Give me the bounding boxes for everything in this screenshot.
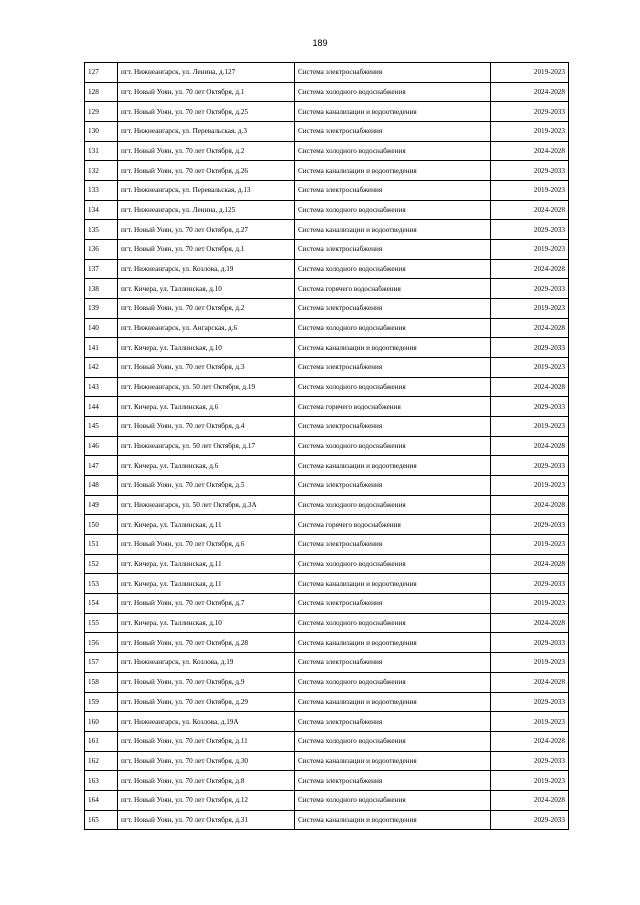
row-address: пгт. Новый Уоян, ул. 70 лет Октября, д.7 [118,594,295,614]
row-system: Система канализации и водоотведения [295,810,491,830]
row-period: 2024-2028 [491,318,569,338]
row-number: 146 [85,436,118,456]
row-system: Система канализации и водоотведения [295,338,491,358]
row-number: 158 [85,672,118,692]
row-system: Система канализации и водоотведения [295,633,491,653]
row-address: пгт. Новый Уоян, ул. 70 лет Октября, д.11 [118,731,295,751]
row-address: пгт. Кичера, ул. Таллинская, д.6 [118,456,295,476]
row-number: 142 [85,358,118,378]
table-row [85,181,569,201]
row-number: 151 [85,535,118,555]
row-address: пгт. Новый Уоян, ул. 70 лет Октября, д.25 [118,102,295,122]
row-period: 2024-2028 [491,436,569,456]
row-number: 130 [85,122,118,142]
row-period: 2019-2023 [491,712,569,732]
row-system: Система горячего водоснабжения [295,515,491,535]
row-system: Система электроснабжения [295,181,491,201]
row-system: Система электроснабжения [295,771,491,791]
row-period: 2024-2028 [491,731,569,751]
table-row [85,417,569,437]
row-period: 2019-2023 [491,653,569,673]
row-address: пгт. Нижнеангарск, ул. Ленина, д.125 [118,200,295,220]
row-period: 2029-2033 [491,810,569,830]
row-system: Система канализации и водоотведения [295,456,491,476]
table-row [85,672,569,692]
row-address: пгт. Новый Уоян, ул. 70 лет Октября, д.2 [118,299,295,319]
table-row [85,338,569,358]
table-row [85,299,569,319]
row-number: 165 [85,810,118,830]
row-period: 2029-2033 [491,515,569,535]
row-period: 2029-2033 [491,456,569,476]
row-system: Система холодного водоснабжения [295,613,491,633]
row-number: 145 [85,417,118,437]
row-system: Система электроснабжения [295,358,491,378]
row-period: 2024-2028 [491,672,569,692]
row-system: Система холодного водоснабжения [295,200,491,220]
table-row [85,456,569,476]
table-row [85,141,569,161]
table-row [85,515,569,535]
row-period: 2024-2028 [491,790,569,810]
row-period: 2024-2028 [491,613,569,633]
table-row [85,731,569,751]
row-period: 2029-2033 [491,574,569,594]
table-row [85,200,569,220]
table-row [85,633,569,653]
table-row [85,318,569,338]
row-period: 2019-2023 [491,535,569,555]
row-address: пгт. Нижнеангарск, ул. 50 лет Октября, д.17 [118,436,295,456]
page-number: 189 [312,38,328,48]
table-row [85,377,569,397]
table-row [85,476,569,496]
row-number: 129 [85,102,118,122]
registry-table-body [85,63,569,830]
row-period: 2024-2028 [491,200,569,220]
row-number: 138 [85,279,118,299]
table-row [85,436,569,456]
row-period: 2029-2033 [491,633,569,653]
row-address: пгт. Новый Уоян, ул. 70 лет Октября, д.31 [118,810,295,830]
row-address: пгт. Нижнеангарск, ул. Перевальская, д.13 [118,181,295,201]
row-number: 150 [85,515,118,535]
row-number: 141 [85,338,118,358]
row-period: 2029-2033 [491,102,569,122]
row-address: пгт. Нижнеангарск, ул. 50 лет Октября, д.19 [118,377,295,397]
row-period: 2019-2023 [491,299,569,319]
table-row [85,82,569,102]
row-system: Система электроснабжения [295,653,491,673]
row-number: 156 [85,633,118,653]
row-number: 131 [85,141,118,161]
table-row [85,122,569,142]
table-row [85,751,569,771]
row-period: 2024-2028 [491,259,569,279]
row-period: 2029-2033 [491,220,569,240]
row-system: Система электроснабжения [295,240,491,260]
row-address: пгт. Кичера, ул. Таллинская, д.11 [118,515,295,535]
row-system: Система холодного водоснабжения [295,672,491,692]
row-address: пгт. Новый Уоян, ул. 70 лет Октября, д.6 [118,535,295,555]
row-number: 164 [85,790,118,810]
row-number: 163 [85,771,118,791]
row-system: Система электроснабжения [295,535,491,555]
table-row [85,574,569,594]
row-number: 161 [85,731,118,751]
table-row [85,790,569,810]
row-address: пгт. Новый Уоян, ул. 70 лет Октября, д.28 [118,633,295,653]
row-address: пгт. Нижнеангарск, ул. Ленина, д.127 [118,63,295,83]
row-period: 2019-2023 [491,476,569,496]
row-system: Система холодного водоснабжения [295,731,491,751]
row-system: Система электроснабжения [295,122,491,142]
row-number: 139 [85,299,118,319]
row-period: 2029-2033 [491,692,569,712]
row-number: 135 [85,220,118,240]
row-period: 2029-2033 [491,338,569,358]
row-number: 157 [85,653,118,673]
row-number: 144 [85,397,118,417]
row-address: пгт. Нижнеангарск, ул. Козлова, д.19 [118,653,295,673]
row-address: пгт. Новый Уоян, ул. 70 лет Октября, д.1 [118,82,295,102]
row-number: 128 [85,82,118,102]
row-system: Система холодного водоснабжения [295,82,491,102]
row-period: 2029-2033 [491,161,569,181]
table-row [85,279,569,299]
registry-table [84,62,569,830]
row-system: Система холодного водоснабжения [295,259,491,279]
table-row [85,554,569,574]
row-address: пгт. Кичера, ул. Таллинская, д.6 [118,397,295,417]
row-system: Система электроснабжения [295,417,491,437]
table-row [85,240,569,260]
row-system: Система канализации и водоотведения [295,574,491,594]
row-number: 148 [85,476,118,496]
row-period: 2029-2033 [491,279,569,299]
row-system: Система холодного водоснабжения [295,554,491,574]
table-row [85,397,569,417]
row-period: 2019-2023 [491,63,569,83]
row-system: Система электроснабжения [295,594,491,614]
row-system: Система канализации и водоотведения [295,751,491,771]
row-address: пгт. Новый Уоян, ул. 70 лет Октября, д.26 [118,161,295,181]
row-system: Система горячего водоснабжения [295,397,491,417]
row-system: Система канализации и водоотведения [295,161,491,181]
table-row [85,771,569,791]
row-address: пгт. Кичера, ул. Таллинская, д.10 [118,613,295,633]
row-period: 2029-2033 [491,751,569,771]
row-address: пгт. Новый Уоян, ул. 70 лет Октября, д.4 [118,417,295,437]
row-system: Система электроснабжения [295,63,491,83]
row-number: 133 [85,181,118,201]
table-row [85,692,569,712]
row-number: 134 [85,200,118,220]
row-number: 153 [85,574,118,594]
row-system: Система холодного водоснабжения [295,141,491,161]
table-row [85,613,569,633]
row-number: 154 [85,594,118,614]
row-system: Система горячего водоснабжения [295,279,491,299]
row-system: Система электроснабжения [295,712,491,732]
row-address: пгт. Нижнеангарск, ул. Перевальская, д.3 [118,122,295,142]
row-system: Система электроснабжения [295,299,491,319]
table-row [85,63,569,83]
row-address: пгт. Нижнеангарск, ул. Ангарская, д.6 [118,318,295,338]
row-period: 2019-2023 [491,417,569,437]
row-address: пгт. Новый Уоян, ул. 70 лет Октября, д.30 [118,751,295,771]
row-address: пгт. Нижнеангарск, ул. Козлова, д.19А [118,712,295,732]
row-number: 162 [85,751,118,771]
table-row [85,259,569,279]
row-address: пгт. Кичера, ул. Таллинская, д.11 [118,554,295,574]
table-row [85,653,569,673]
row-system: Система канализации и водоотведения [295,102,491,122]
row-address: пгт. Кичера, ул. Таллинская, д.10 [118,338,295,358]
row-period: 2019-2023 [491,240,569,260]
row-address: пгт. Нижнеангарск, ул. Козлова, д.19 [118,259,295,279]
table-row [85,495,569,515]
table-row [85,102,569,122]
row-address: пгт. Новый Уоян, ул. 70 лет Октября, д.9 [118,672,295,692]
row-number: 155 [85,613,118,633]
row-number: 136 [85,240,118,260]
row-number: 159 [85,692,118,712]
row-period: 2019-2023 [491,594,569,614]
row-system: Система канализации и водоотведения [295,692,491,712]
row-address: пгт. Кичера, ул. Таллинская, д.10 [118,279,295,299]
row-address: пгт. Новый Уоян, ул. 70 лет Октября, д.2 [118,141,295,161]
row-period: 2024-2028 [491,377,569,397]
table-row [85,220,569,240]
row-address: пгт. Новый Уоян, ул. 70 лет Октября, д.27 [118,220,295,240]
table-row [85,712,569,732]
row-address: пгт. Кичера, ул. Таллинская, д.11 [118,574,295,594]
row-period: 2024-2028 [491,82,569,102]
row-period: 2019-2023 [491,771,569,791]
row-address: пгт. Нижнеангарск, ул. 50 лет Октября, д.3А [118,495,295,515]
table-row [85,594,569,614]
table-row [85,535,569,555]
row-number: 160 [85,712,118,732]
row-system: Система холодного водоснабжения [295,790,491,810]
row-system: Система холодного водоснабжения [295,318,491,338]
row-period: 2019-2023 [491,181,569,201]
row-number: 149 [85,495,118,515]
row-system: Система холодного водоснабжения [295,495,491,515]
row-address: пгт. Новый Уоян, ул. 70 лет Октября, д.5 [118,476,295,496]
row-period: 2024-2028 [491,495,569,515]
row-period: 2024-2028 [491,141,569,161]
table-row [85,358,569,378]
row-period: 2019-2023 [491,122,569,142]
row-address: пгт. Новый Уоян, ул. 70 лет Октября, д.3 [118,358,295,378]
row-address: пгт. Новый Уоян, ул. 70 лет Октября, д.1 [118,240,295,260]
row-system: Система канализации и водоотведения [295,220,491,240]
row-period: 2019-2023 [491,358,569,378]
row-number: 147 [85,456,118,476]
row-system: Система электроснабжения [295,476,491,496]
row-number: 152 [85,554,118,574]
table-row [85,161,569,181]
row-system: Система холодного водоснабжения [295,377,491,397]
row-period: 2029-2033 [491,397,569,417]
row-address: пгт. Новый Уоян, ул. 70 лет Октября, д.29 [118,692,295,712]
row-number: 140 [85,318,118,338]
row-number: 132 [85,161,118,181]
row-system: Система холодного водоснабжения [295,436,491,456]
row-address: пгт. Новый Уоян, ул. 70 лет Октября, д.12 [118,790,295,810]
table-row [85,810,569,830]
row-period: 2024-2028 [491,554,569,574]
row-number: 137 [85,259,118,279]
row-number: 127 [85,63,118,83]
row-number: 143 [85,377,118,397]
row-address: пгт. Новый Уоян, ул. 70 лет Октября, д.8 [118,771,295,791]
